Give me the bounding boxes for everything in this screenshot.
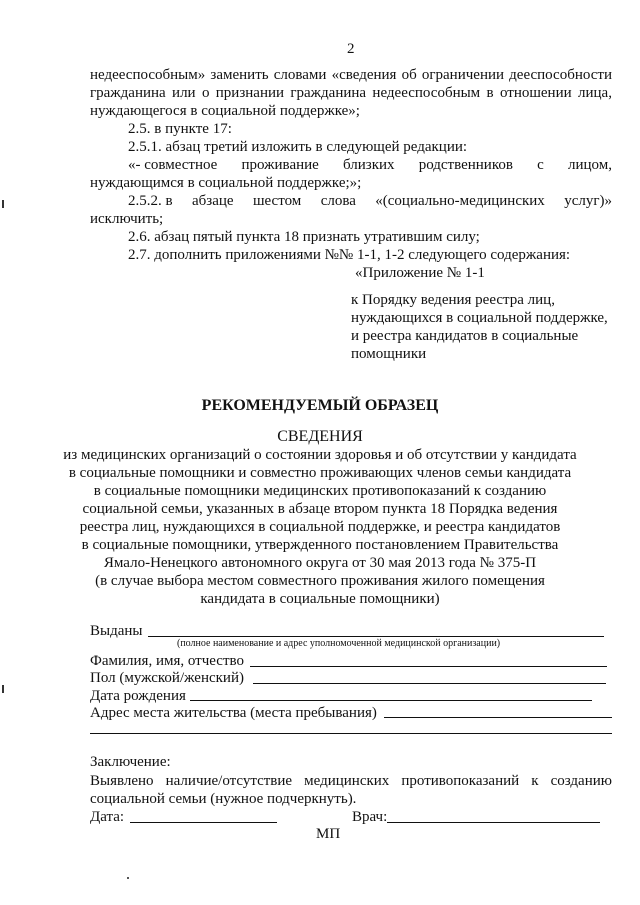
address-label: Адрес места жительства (места пребывания): [90, 705, 377, 721]
word: с: [537, 157, 544, 173]
stamp-place: МП: [316, 826, 341, 842]
description-line: в социальные помощники и совместно проживающих членов семьи кандидата: [68, 465, 572, 481]
word: гражданина: [290, 85, 367, 101]
name-label: Фамилия, имя, отчество: [90, 653, 244, 669]
address-field[interactable]: [384, 717, 612, 718]
appendix-title: «Приложение № 1-1: [355, 265, 485, 281]
item-2-5: 2.5. в пункте 17:: [128, 121, 232, 137]
document-title: СВЕДЕНИЯ: [277, 428, 363, 445]
paragraph-line: [90, 84, 612, 102]
word: близких: [343, 157, 395, 173]
word: родственников: [418, 157, 513, 173]
item-2-5-1: 2.5.1. абзац третий изложить в следующей редакции:: [128, 139, 468, 155]
word: или: [172, 85, 196, 101]
dob-label: Дата рождения: [90, 688, 186, 704]
word: словами: [273, 67, 327, 83]
word: лица,: [578, 85, 612, 101]
conclusion-label: Заключение:: [90, 754, 171, 770]
paragraph-line: нуждающегося в социальной поддержке»;: [90, 103, 360, 119]
issued-label: Выданы: [90, 623, 143, 639]
word: слова: [320, 193, 356, 209]
word: недееспособным: [372, 85, 481, 101]
word: Выявлено: [90, 773, 154, 789]
appendix-ref-line: и реестра кандидатов в социальные: [351, 328, 579, 344]
dob-field[interactable]: [190, 700, 592, 701]
word: о: [201, 85, 210, 101]
appendix-ref-line: к Порядку ведения реестра лиц,: [351, 292, 555, 308]
margin-mark-top: [2, 200, 4, 208]
description-line: из медицинских организаций о состоянии здоровья и об отсутствии у кандидата: [63, 447, 577, 463]
item-2-7: 2.7. дополнить приложениями №№ 1-1, 1-2 следующего содержания:: [128, 247, 571, 263]
word: услуг)»: [564, 193, 612, 209]
word: абзаце: [192, 193, 234, 209]
issued-hint: (полное наименование и адрес уполномоченной медицинской организации): [177, 638, 501, 649]
word: шестом: [252, 193, 302, 209]
word: ограничении: [421, 67, 505, 83]
description-line: социальной семьи, указанных в абзаце втором пункта 18 Порядка ведения: [82, 501, 558, 517]
name-field[interactable]: [250, 666, 607, 667]
page-number: 2: [347, 41, 355, 57]
conclusion-text: социальной семьи (нужное подчеркнуть).: [90, 791, 357, 807]
description-line: в социальные помощники медицинских противопоказаний к созданию: [93, 483, 547, 499]
description-line: Ямало-Ненецкого автономного округа от 30 мая 2013 года № 375-П: [103, 555, 537, 571]
word: проживание: [241, 157, 319, 173]
word: недееспособным»: [90, 67, 206, 83]
item-2-6: 2.6. абзац пятый пункта 18 признать утратившим силу;: [128, 229, 480, 245]
word: противопоказаний: [401, 773, 520, 789]
description-line: реестра лиц, нуждающихся в социальной поддержке, и реестра кандидатов: [79, 519, 561, 535]
word: «(социально-медицинских: [375, 193, 545, 209]
quoted-line: нуждающимся в социальной поддержке;»;: [90, 175, 362, 191]
word: признании: [215, 85, 285, 101]
sex-field[interactable]: [253, 683, 606, 684]
word: об: [401, 67, 417, 83]
word: медицинских: [304, 773, 390, 789]
conclusion-text: [90, 772, 612, 790]
word: «сведения: [331, 67, 397, 83]
description-line: (в случае выбора местом совместного проживания жилого помещения: [95, 573, 545, 589]
item-2-5-2-cont: исключить;: [90, 211, 164, 227]
issued-field[interactable]: [148, 636, 604, 637]
word: «- совместное: [128, 157, 218, 173]
quoted-line: [128, 156, 612, 174]
stray-mark: [127, 877, 129, 879]
word: дееспособности: [509, 67, 612, 83]
word: отношении: [499, 85, 572, 101]
word: наличие/отсутствие: [165, 773, 293, 789]
appendix-ref-line: нуждающихся в социальной поддержке,: [351, 310, 608, 326]
description-line: кандидата в социальные помощники): [200, 591, 440, 607]
sample-heading: РЕКОМЕНДУЕМЫЙ ОБРАЗЕЦ: [201, 397, 439, 414]
word: гражданина: [90, 85, 166, 101]
word: к: [531, 773, 539, 789]
word: 2.5.2. в: [128, 193, 173, 209]
appendix-ref-line: помощники: [351, 346, 427, 362]
word: лицом,: [567, 157, 612, 173]
date-label: Дата:: [90, 809, 125, 825]
sex-label: Пол (мужской/женский): [90, 670, 244, 686]
date-field[interactable]: [130, 822, 277, 823]
margin-mark-bottom: [2, 685, 4, 693]
word: созданию: [550, 773, 612, 789]
word: заменить: [210, 67, 269, 83]
doctor-label: Врач:: [352, 809, 388, 825]
doctor-field[interactable]: [387, 822, 600, 823]
description-line: в социальные помощники, утвержденного постановлением Правительства: [81, 537, 559, 553]
word: в: [486, 85, 494, 101]
address-field-continuation[interactable]: [90, 733, 612, 734]
paragraph-line: [90, 66, 612, 84]
item-2-5-2: [128, 192, 612, 210]
